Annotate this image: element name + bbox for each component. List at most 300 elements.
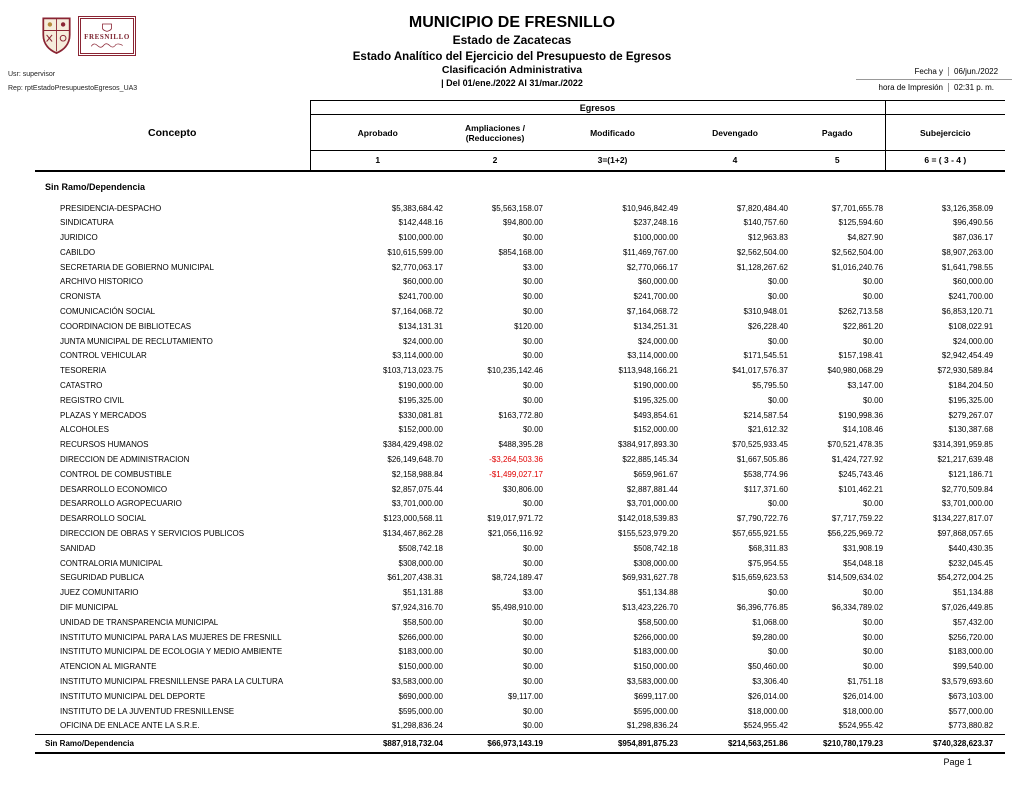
- row-value: $14,509,634.02: [827, 573, 884, 583]
- row-value: $0.00: [767, 395, 788, 405]
- column-header-modificado: Modificado: [545, 115, 680, 151]
- row-concepto: DESARROLLO SOCIAL: [60, 514, 147, 524]
- row-value: $99,540.00: [953, 662, 994, 672]
- page-title: MUNICIPIO DE FRESNILLO: [408, 14, 616, 31]
- row-value: $30,806.00: [502, 484, 543, 494]
- row-value: $60,000.00: [953, 277, 994, 287]
- row-value: $508,742.18: [633, 543, 678, 553]
- row-value: $5,383,684.42: [391, 203, 443, 213]
- row-concepto: INSTITUTO MUNICIPAL DEL DEPORTE: [60, 691, 206, 701]
- row-value: $163,772.80: [498, 410, 543, 420]
- section-header-label: Sin Ramo/Dependencia: [45, 181, 146, 192]
- row-value: $6,396,776.85: [736, 603, 788, 613]
- row-concepto: DIRECCION DE OBRAS Y SERVICIOS PUBLICOS: [60, 529, 245, 539]
- row-value: $69,931,627.78: [622, 573, 678, 583]
- row-concepto: RECURSOS HUMANOS: [60, 440, 149, 450]
- row-value: $87,036.17: [953, 233, 994, 243]
- total-devengado: $214,563,251.86: [680, 735, 790, 754]
- table-row: [35, 364, 1005, 379]
- row-value: $595,000.00: [633, 706, 678, 716]
- row-concepto: ATENCION AL MIGRANTE: [60, 662, 157, 672]
- row-value: $10,946,842.49: [622, 203, 678, 213]
- row-concepto: COMUNICACIÓN SOCIAL: [60, 307, 156, 317]
- table-row: [35, 631, 1005, 646]
- print-date-value: 06/jun./2022: [948, 67, 1012, 76]
- table-row: [35, 527, 1005, 542]
- row-concepto: DESARROLLO AGROPECUARIO: [60, 499, 182, 509]
- row-value: $0.00: [522, 558, 543, 568]
- row-value: $1,751.18: [847, 677, 884, 686]
- row-value: $0.00: [767, 499, 788, 509]
- row-value: $54,272,004.25: [937, 573, 994, 583]
- row-concepto: UNIDAD DE TRANSPARENCIA MUNICIPAL: [60, 617, 219, 627]
- row-concepto: JURIDICO: [60, 233, 98, 243]
- print-date-row: [856, 64, 1012, 79]
- state-subtitle: Estado de Zacatecas: [452, 33, 572, 47]
- table-row: [35, 542, 1005, 557]
- row-value: $3.00: [522, 262, 543, 272]
- row-value: $26,014.00: [747, 691, 788, 701]
- row-value: $2,562,504.00: [831, 247, 884, 257]
- row-value: $0.00: [522, 647, 543, 657]
- row-concepto: ARCHIVO HISTORICO: [60, 277, 143, 287]
- row-value: $493,854.61: [633, 410, 678, 420]
- row-value: $1,016,240.76: [831, 262, 884, 272]
- row-value: $673,103.00: [948, 691, 994, 701]
- table-row: [35, 231, 1005, 246]
- row-value: $26,014.00: [843, 691, 884, 701]
- total-ampliaciones: $66,973,143.19: [445, 735, 545, 754]
- row-value: $0.00: [863, 499, 884, 509]
- row-value: $26,228.40: [747, 321, 788, 331]
- row-concepto: INSTITUTO MUNICIPAL PARA LAS MUJERES DE FRESNILL: [60, 632, 282, 642]
- column-header-subejercicio: Subejercicio: [885, 115, 1005, 151]
- row-value: $58,500.00: [402, 617, 443, 627]
- row-value: $57,655,921.55: [732, 529, 788, 539]
- egresos-band-spacer: [885, 101, 1005, 115]
- row-value: $659,961.67: [633, 469, 678, 479]
- user-label: Usr: supervisor: [8, 71, 56, 78]
- column-header-ampliaciones: Ampliaciones / (Reducciones): [445, 115, 545, 151]
- row-value: $123,000,568.11: [383, 514, 443, 524]
- table-row: [35, 557, 1005, 572]
- column-labels-row: [35, 115, 1005, 151]
- row-concepto: JUEZ COMUNITARIO: [60, 588, 139, 598]
- row-value: $51,134.88: [637, 588, 678, 598]
- row-value: $241,700.00: [398, 292, 443, 302]
- row-value: $0.00: [767, 588, 788, 598]
- row-value: $0.00: [863, 617, 884, 627]
- row-value: $0.00: [863, 662, 884, 672]
- total-pagado: $210,780,179.23: [790, 735, 885, 754]
- row-value: $0.00: [767, 336, 788, 346]
- row-value: $0.00: [863, 588, 884, 598]
- row-concepto: DESARROLLO ECONOMICO: [60, 484, 168, 494]
- report-title: Estado Analítico del Ejercicio del Presupuesto de Egresos: [352, 51, 672, 63]
- row-value: $440,430.35: [948, 543, 994, 553]
- row-value: $140,757.60: [743, 218, 788, 228]
- table-row: [35, 601, 1005, 616]
- row-value: $1,641,798.55: [941, 262, 994, 272]
- column-number-3: 3=(1+2): [545, 151, 680, 171]
- row-value: $61,207,438.31: [387, 573, 443, 583]
- section-header-row: [35, 171, 1005, 202]
- row-value: $0.00: [863, 336, 884, 346]
- row-concepto: CONTRALORIA MUNICIPAL: [60, 558, 163, 568]
- column-header-pagado: Pagado: [790, 115, 885, 151]
- row-value: $6,334,789.02: [831, 603, 884, 613]
- row-value: $0.00: [767, 292, 788, 302]
- row-value: $57,432.00: [953, 617, 994, 627]
- column-header-concepto: Concepto: [148, 126, 197, 139]
- row-value: $2,770,063.17: [391, 262, 443, 272]
- row-value: -$1,499,027.17: [489, 469, 543, 479]
- row-value: $75,954.55: [747, 558, 788, 568]
- row-value: $125,594.60: [838, 218, 884, 228]
- row-value: $538,774.96: [743, 469, 788, 479]
- table-row: [35, 616, 1005, 631]
- row-value: $152,000.00: [398, 425, 443, 435]
- row-value: $195,325.00: [398, 395, 443, 405]
- row-value: $699,117.00: [634, 691, 678, 701]
- row-value: $11,469,767.00: [622, 247, 678, 257]
- row-value: $195,325.00: [948, 395, 994, 405]
- row-value: $0.00: [522, 499, 543, 509]
- total-subejercicio: $740,328,623.37: [885, 735, 1005, 754]
- table-row: [35, 305, 1005, 320]
- row-value: $8,907,263.00: [941, 247, 994, 257]
- row-value: $108,022.91: [948, 321, 994, 331]
- row-value: $60,000.00: [637, 277, 678, 287]
- row-value: $3,583,000.00: [391, 677, 443, 686]
- row-value: $31,908.19: [843, 543, 884, 553]
- row-value: $7,701,655.78: [831, 203, 884, 213]
- row-value: $22,861.20: [843, 321, 884, 331]
- row-concepto: SINDICATURA: [60, 218, 114, 228]
- column-header-devengado: Devengado: [680, 115, 790, 151]
- row-value: $2,942,454.49: [941, 351, 994, 361]
- row-value: $14,108.46: [843, 425, 884, 435]
- row-value: $3,701,000.00: [626, 499, 678, 509]
- row-value: $237,248.16: [633, 218, 678, 228]
- row-value: $7,820,484.40: [736, 203, 788, 213]
- row-value: $0.00: [522, 395, 543, 405]
- row-concepto: PRESIDENCIA-DESPACHO: [60, 203, 162, 213]
- row-value: $96,490.56: [953, 218, 994, 228]
- column-number-1: 1: [310, 151, 445, 171]
- row-concepto: INSTITUTO DE LA JUVENTUD FRESNILLENSE: [60, 706, 235, 716]
- row-value: $0.00: [522, 543, 543, 553]
- row-value: $524,955.42: [838, 721, 884, 731]
- table-row: [35, 705, 1005, 720]
- row-concepto: CONTROL VEHICULAR: [60, 351, 147, 361]
- table-row: [35, 394, 1005, 409]
- row-value: $190,000.00: [633, 381, 678, 391]
- row-value: $6,853,120.71: [941, 307, 994, 317]
- row-value: $0.00: [863, 632, 884, 642]
- column-number-2: 2: [445, 151, 545, 171]
- print-time-label: hora de Impresión: [878, 82, 943, 92]
- row-value: $70,525,933.45: [732, 440, 788, 450]
- row-value: $15,659,623.53: [732, 573, 788, 583]
- row-value: $7,164,068.72: [391, 307, 443, 317]
- column-number-5: 5: [790, 151, 885, 171]
- row-value: $19,017,971.72: [487, 514, 543, 524]
- row-value: $54,048.18: [843, 558, 884, 568]
- row-value: $2,158,988.84: [391, 469, 443, 479]
- row-value: $7,924,316.70: [391, 603, 443, 613]
- row-value: $190,000.00: [398, 381, 443, 391]
- row-value: $142,018,539.83: [617, 514, 678, 524]
- row-value: $50,460.00: [747, 662, 788, 672]
- row-value: $241,700.00: [948, 292, 994, 302]
- row-concepto: CABILDO: [60, 247, 96, 257]
- row-value: $94,800.00: [502, 218, 543, 228]
- row-value: $134,251.31: [633, 321, 678, 331]
- row-value: $0.00: [522, 277, 543, 287]
- report-meta-left: [8, 68, 137, 96]
- row-value: $21,612.32: [747, 425, 788, 435]
- row-value: $157,198.41: [838, 351, 884, 361]
- row-value: $854,168.00: [498, 247, 543, 257]
- row-value: $1,068.00: [752, 617, 788, 627]
- row-value: $0.00: [863, 277, 884, 287]
- row-value: $21,217,639.48: [937, 455, 994, 465]
- table-row: [35, 660, 1005, 675]
- row-value: $3,579,693.60: [941, 677, 994, 686]
- row-value: $70,521,478.35: [827, 440, 884, 450]
- row-concepto: SECRETARIA DE GOBIERNO MUNICIPAL: [60, 262, 214, 272]
- row-value: $3.00: [522, 588, 543, 598]
- row-value: $1,298,836.24: [391, 721, 443, 731]
- row-value: $24,000.00: [953, 336, 994, 346]
- table-row: [35, 349, 1005, 364]
- row-value: $0.00: [863, 647, 884, 657]
- row-value: $262,713.58: [838, 307, 884, 317]
- table-row: [35, 571, 1005, 586]
- row-concepto: PLAZAS Y MERCADOS: [60, 410, 147, 420]
- row-value: $120.00: [514, 321, 543, 331]
- table-row: [35, 246, 1005, 261]
- row-value: $183,000.00: [948, 647, 994, 657]
- row-concepto: CATASTRO: [60, 381, 103, 391]
- total-aprobado: $887,918,732.04: [310, 735, 445, 754]
- row-value: $12,963.83: [747, 233, 788, 243]
- row-concepto: INSTITUTO MUNICIPAL FRESNILLENSE PARA LA CULTURA: [60, 677, 284, 686]
- row-value: $155,523,979.20: [617, 529, 678, 539]
- table-row: [35, 645, 1005, 660]
- table-row: [35, 468, 1005, 483]
- row-value: $26,149,648.70: [387, 455, 443, 465]
- row-value: $0.00: [522, 381, 543, 391]
- row-value: $51,134.88: [953, 588, 994, 598]
- row-value: $68,311.83: [748, 543, 788, 553]
- row-value: $3,114,000.00: [627, 351, 678, 361]
- row-concepto: CONTROL DE COMBUSTIBLE: [60, 469, 172, 479]
- row-value: $3,147.00: [847, 381, 884, 391]
- row-value: $10,235,142.46: [487, 366, 543, 376]
- egresos-band-row: [35, 101, 1005, 115]
- row-value: $245,743.46: [838, 469, 884, 479]
- table-row: [35, 483, 1005, 498]
- row-concepto: SANIDAD: [60, 543, 96, 553]
- table-body: [35, 171, 1005, 735]
- report-meta-right: [856, 64, 1012, 94]
- row-value: $13,423,226.70: [622, 603, 678, 613]
- column-header-aprobado: Aprobado: [310, 115, 445, 151]
- row-concepto: COORDINACION DE BIBLIOTECAS: [60, 321, 192, 331]
- row-concepto: DIF MUNICIPAL: [60, 603, 119, 613]
- row-value: $1,298,836.24: [626, 721, 678, 731]
- row-value: $130,387.68: [948, 425, 994, 435]
- table-row: [35, 320, 1005, 335]
- row-value: $0.00: [522, 706, 543, 716]
- row-value: $0.00: [863, 395, 884, 405]
- table-row: [35, 290, 1005, 305]
- row-value: $256,720.00: [948, 632, 994, 642]
- row-value: $0.00: [522, 425, 543, 435]
- row-value: $3,126,358.09: [941, 203, 994, 213]
- budget-table: [35, 100, 1005, 754]
- row-value: $100,000.00: [398, 233, 443, 243]
- table-row: [35, 497, 1005, 512]
- row-value: $308,000.00: [398, 558, 443, 568]
- table-row: [35, 379, 1005, 394]
- table-row: [35, 423, 1005, 438]
- row-value: $97,868,057.65: [937, 529, 994, 539]
- row-value: $101,462.21: [838, 484, 884, 494]
- row-value: $117,371.60: [744, 484, 788, 494]
- row-value: $103,713,023.75: [382, 366, 443, 376]
- total-row-label: Sin Ramo/Dependencia: [35, 735, 310, 754]
- row-value: $5,563,158.07: [491, 203, 543, 213]
- column-numbers-row: [35, 151, 1005, 171]
- row-value: $266,000.00: [398, 632, 443, 642]
- table-row: [35, 335, 1005, 350]
- row-value: $0.00: [522, 307, 543, 317]
- row-value: $2,770,509.84: [941, 484, 994, 494]
- table-row: [35, 202, 1005, 217]
- column-number-4: 4: [680, 151, 790, 171]
- row-value: $142,448.16: [398, 218, 443, 228]
- row-value: $24,000.00: [402, 336, 443, 346]
- table-row: [35, 275, 1005, 290]
- row-concepto: DIRECCION DE ADMINISTRACION: [60, 455, 190, 465]
- classification-title: Clasificación Administrativa: [441, 64, 583, 76]
- row-value: $2,857,075.44: [391, 484, 443, 494]
- row-value: $1,667,505.86: [736, 455, 788, 465]
- row-value: $330,081.81: [398, 410, 443, 420]
- row-value: $7,717,759.22: [831, 514, 884, 524]
- row-value: $214,587.54: [743, 410, 788, 420]
- print-date-label: Fecha y: [914, 67, 943, 76]
- row-value: $24,000.00: [637, 336, 678, 346]
- row-concepto: SEGURIDAD PUBLICA: [60, 573, 145, 583]
- row-value: $0.00: [863, 292, 884, 302]
- row-value: $7,164,068.72: [626, 307, 678, 317]
- row-value: $488,395.28: [498, 440, 543, 450]
- row-value: $0.00: [522, 351, 543, 361]
- row-value: $150,000.00: [398, 662, 443, 672]
- row-concepto: TESORERIA: [60, 366, 107, 376]
- table-row: [35, 690, 1005, 705]
- row-value: $308,000.00: [633, 558, 678, 568]
- row-value: $1,424,727.92: [831, 455, 884, 465]
- row-concepto: OFICINA DE ENLACE ANTE LA S.R.E.: [60, 721, 200, 731]
- row-value: $183,000.00: [633, 647, 678, 657]
- column-number-6: 6 = ( 3 - 4 ): [885, 151, 1005, 171]
- row-value: $2,770,066.17: [626, 262, 678, 272]
- row-value: $5,498,910.00: [491, 603, 543, 613]
- row-value: $384,429,498.02: [382, 440, 443, 450]
- row-value: $134,467,862.28: [382, 529, 443, 539]
- row-value: $9,117.00: [508, 691, 543, 701]
- table-row: [35, 216, 1005, 231]
- row-value: $241,700.00: [633, 292, 678, 302]
- row-value: $58,500.00: [637, 617, 678, 627]
- row-value: $3,701,000.00: [941, 499, 994, 509]
- row-value: $2,887,881.44: [626, 484, 678, 494]
- row-value: $279,267.07: [948, 410, 994, 420]
- row-value: $3,306.40: [752, 677, 788, 686]
- row-value: $121,186.71: [948, 469, 994, 479]
- row-concepto: ALCOHOLES: [60, 425, 109, 435]
- row-value: $1,128,267.62: [736, 262, 788, 272]
- row-value: $314,391,959.85: [932, 440, 994, 450]
- table-row: [35, 719, 1005, 734]
- row-concepto: CRONISTA: [60, 292, 101, 302]
- row-concepto: JUNTA MUNICIPAL DE RECLUTAMIENTO: [60, 336, 213, 346]
- table-row: [35, 675, 1005, 690]
- row-value: $7,790,722.76: [736, 514, 788, 524]
- row-value: $0.00: [522, 677, 543, 686]
- row-value: $4,827.90: [847, 233, 884, 243]
- row-value: $266,000.00: [633, 632, 678, 642]
- row-value: $384,917,893.30: [617, 440, 678, 450]
- row-value: $0.00: [522, 233, 543, 243]
- row-value: $0.00: [522, 662, 543, 672]
- row-value: $22,885,145.34: [622, 455, 678, 465]
- row-value: $184,204.50: [948, 381, 994, 391]
- table-row: [35, 453, 1005, 468]
- row-value: $134,131.31: [398, 321, 443, 331]
- row-value: $3,114,000.00: [392, 351, 443, 361]
- row-value: $18,000.00: [843, 706, 884, 716]
- row-value: $56,225,969.72: [827, 529, 884, 539]
- page-number: Page 1: [943, 757, 972, 767]
- row-value: $21,056,116.92: [487, 529, 543, 539]
- row-value: $134,227,817.07: [932, 514, 994, 524]
- row-value: $310,948.01: [743, 307, 788, 317]
- table-row: [35, 409, 1005, 424]
- row-value: $190,998.36: [838, 410, 884, 420]
- row-value: $595,000.00: [398, 706, 443, 716]
- report-period: | Del 01/ene./2022 Al 31/mar./2022: [441, 78, 583, 88]
- table-head: [35, 101, 1005, 171]
- row-value: $773,880.82: [948, 721, 994, 731]
- table-row: [35, 586, 1005, 601]
- row-value: $100,000.00: [633, 233, 678, 243]
- row-value: $60,000.00: [402, 277, 443, 287]
- row-value: $41,017,576.37: [732, 366, 788, 376]
- row-concepto: INSTITUTO MUNICIPAL DE ECOLOGIA Y MEDIO AMBIENTE: [60, 647, 283, 657]
- row-value: $0.00: [522, 632, 543, 642]
- row-value: $232,045.45: [948, 558, 994, 568]
- total-modificado: $954,891,875.23: [545, 735, 680, 754]
- row-value: $0.00: [522, 721, 543, 731]
- column-number-blank: [35, 151, 310, 171]
- row-value: $5,795.50: [752, 381, 788, 391]
